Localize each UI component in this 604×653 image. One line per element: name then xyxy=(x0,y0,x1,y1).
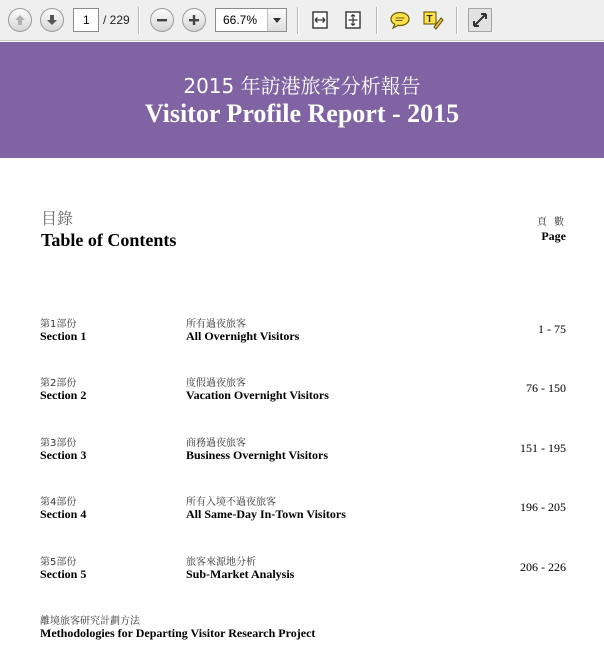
section-page-range: 206 - 226 xyxy=(520,560,566,574)
section-title-en: Sub-Market Analysis xyxy=(186,567,295,581)
highlight-button[interactable] xyxy=(421,8,445,32)
methodology-title-cn[interactable]: 離境旅客研究計劃方法 xyxy=(40,616,140,627)
toolbar-divider xyxy=(376,7,378,34)
zoom-select[interactable] xyxy=(215,8,287,32)
section-title-en: All Same-Day In-Town Visitors xyxy=(186,507,346,521)
fit-page-button[interactable] xyxy=(341,8,365,32)
toc-entry-section-2[interactable] xyxy=(0,374,604,414)
highlight-icon xyxy=(422,10,444,30)
fit-width-icon xyxy=(310,10,330,30)
toc-entry-section-1[interactable] xyxy=(0,315,604,355)
fit-width-button[interactable] xyxy=(308,8,332,32)
report-title-en: Visitor Profile Report - 2015 xyxy=(144,99,460,128)
section-number-en: Section 2 xyxy=(40,388,87,402)
zoom-out-icon xyxy=(155,13,169,27)
section-number-en: Section 4 xyxy=(40,507,87,521)
section-number-cn: 第2部份 xyxy=(40,378,77,389)
fullscreen-button[interactable] xyxy=(468,8,492,32)
section-title-cn: 商務過夜旅客 xyxy=(186,438,246,449)
methodology-title-en[interactable]: Methodologies for Departing Visitor Research Project xyxy=(40,626,316,640)
page-total: / 229 xyxy=(103,13,130,27)
fit-page-icon xyxy=(343,10,363,30)
section-title-en: All Overnight Visitors xyxy=(186,329,300,343)
zoom-dropdown-button[interactable] xyxy=(267,9,286,31)
zoom-in-icon xyxy=(187,13,201,27)
section-page-range: 1 - 75 xyxy=(538,322,566,336)
section-page-range: 151 - 195 xyxy=(520,441,566,455)
section-number-cn: 第3部份 xyxy=(40,438,77,449)
toolbar-divider xyxy=(297,7,299,34)
comment-icon xyxy=(389,10,411,30)
section-number-cn: 第4部份 xyxy=(40,497,77,508)
section-number-en: Section 5 xyxy=(40,567,87,581)
pdf-toolbar xyxy=(0,0,604,41)
toc-entry-section-4[interactable] xyxy=(0,493,604,533)
section-number-en: Section 1 xyxy=(40,329,87,343)
section-title-cn: 所有過夜旅客 xyxy=(186,319,246,330)
section-title-en: Vacation Overnight Visitors xyxy=(186,388,329,402)
section-number-en: Section 3 xyxy=(40,448,87,462)
arrow-down-icon xyxy=(45,13,59,27)
section-title-en: Business Overnight Visitors xyxy=(186,448,329,462)
toolbar-divider xyxy=(138,7,140,34)
page-column-label-en: Page xyxy=(541,229,566,243)
zoom-value: 66.7% xyxy=(223,13,258,27)
toolbar-divider xyxy=(456,7,458,34)
fullscreen-icon xyxy=(471,11,489,29)
page-column-label-cn: 頁 數 xyxy=(536,217,566,228)
section-number-cn: 第5部份 xyxy=(40,557,77,568)
section-number-cn: 第1部份 xyxy=(40,319,77,330)
svg-text:T: T xyxy=(426,14,433,25)
chevron-down-icon xyxy=(273,18,281,23)
report-title-cn: 2015 年訪港旅客分析報告 xyxy=(183,74,421,98)
page-number-input[interactable]: 1 xyxy=(73,8,99,32)
section-title-cn: 旅客來源地分析 xyxy=(186,557,256,568)
toc-heading-cn: 目錄 xyxy=(41,209,74,228)
section-page-range: 76 - 150 xyxy=(526,381,566,395)
arrow-up-icon xyxy=(13,13,27,27)
zoom-out-button[interactable] xyxy=(150,8,174,32)
next-page-button[interactable] xyxy=(40,8,64,32)
toc-entry-section-5[interactable] xyxy=(0,553,604,593)
report-banner xyxy=(0,42,604,158)
section-page-range: 196 - 205 xyxy=(520,500,566,514)
comment-button[interactable] xyxy=(388,8,412,32)
toc-entry-section-3[interactable] xyxy=(0,434,604,474)
zoom-in-button[interactable] xyxy=(182,8,206,32)
section-title-cn: 所有入境不過夜旅客 xyxy=(186,497,276,508)
section-title-cn: 度假過夜旅客 xyxy=(186,378,246,389)
toc-heading-en: Table of Contents xyxy=(41,230,177,250)
previous-page-button[interactable] xyxy=(8,8,32,32)
